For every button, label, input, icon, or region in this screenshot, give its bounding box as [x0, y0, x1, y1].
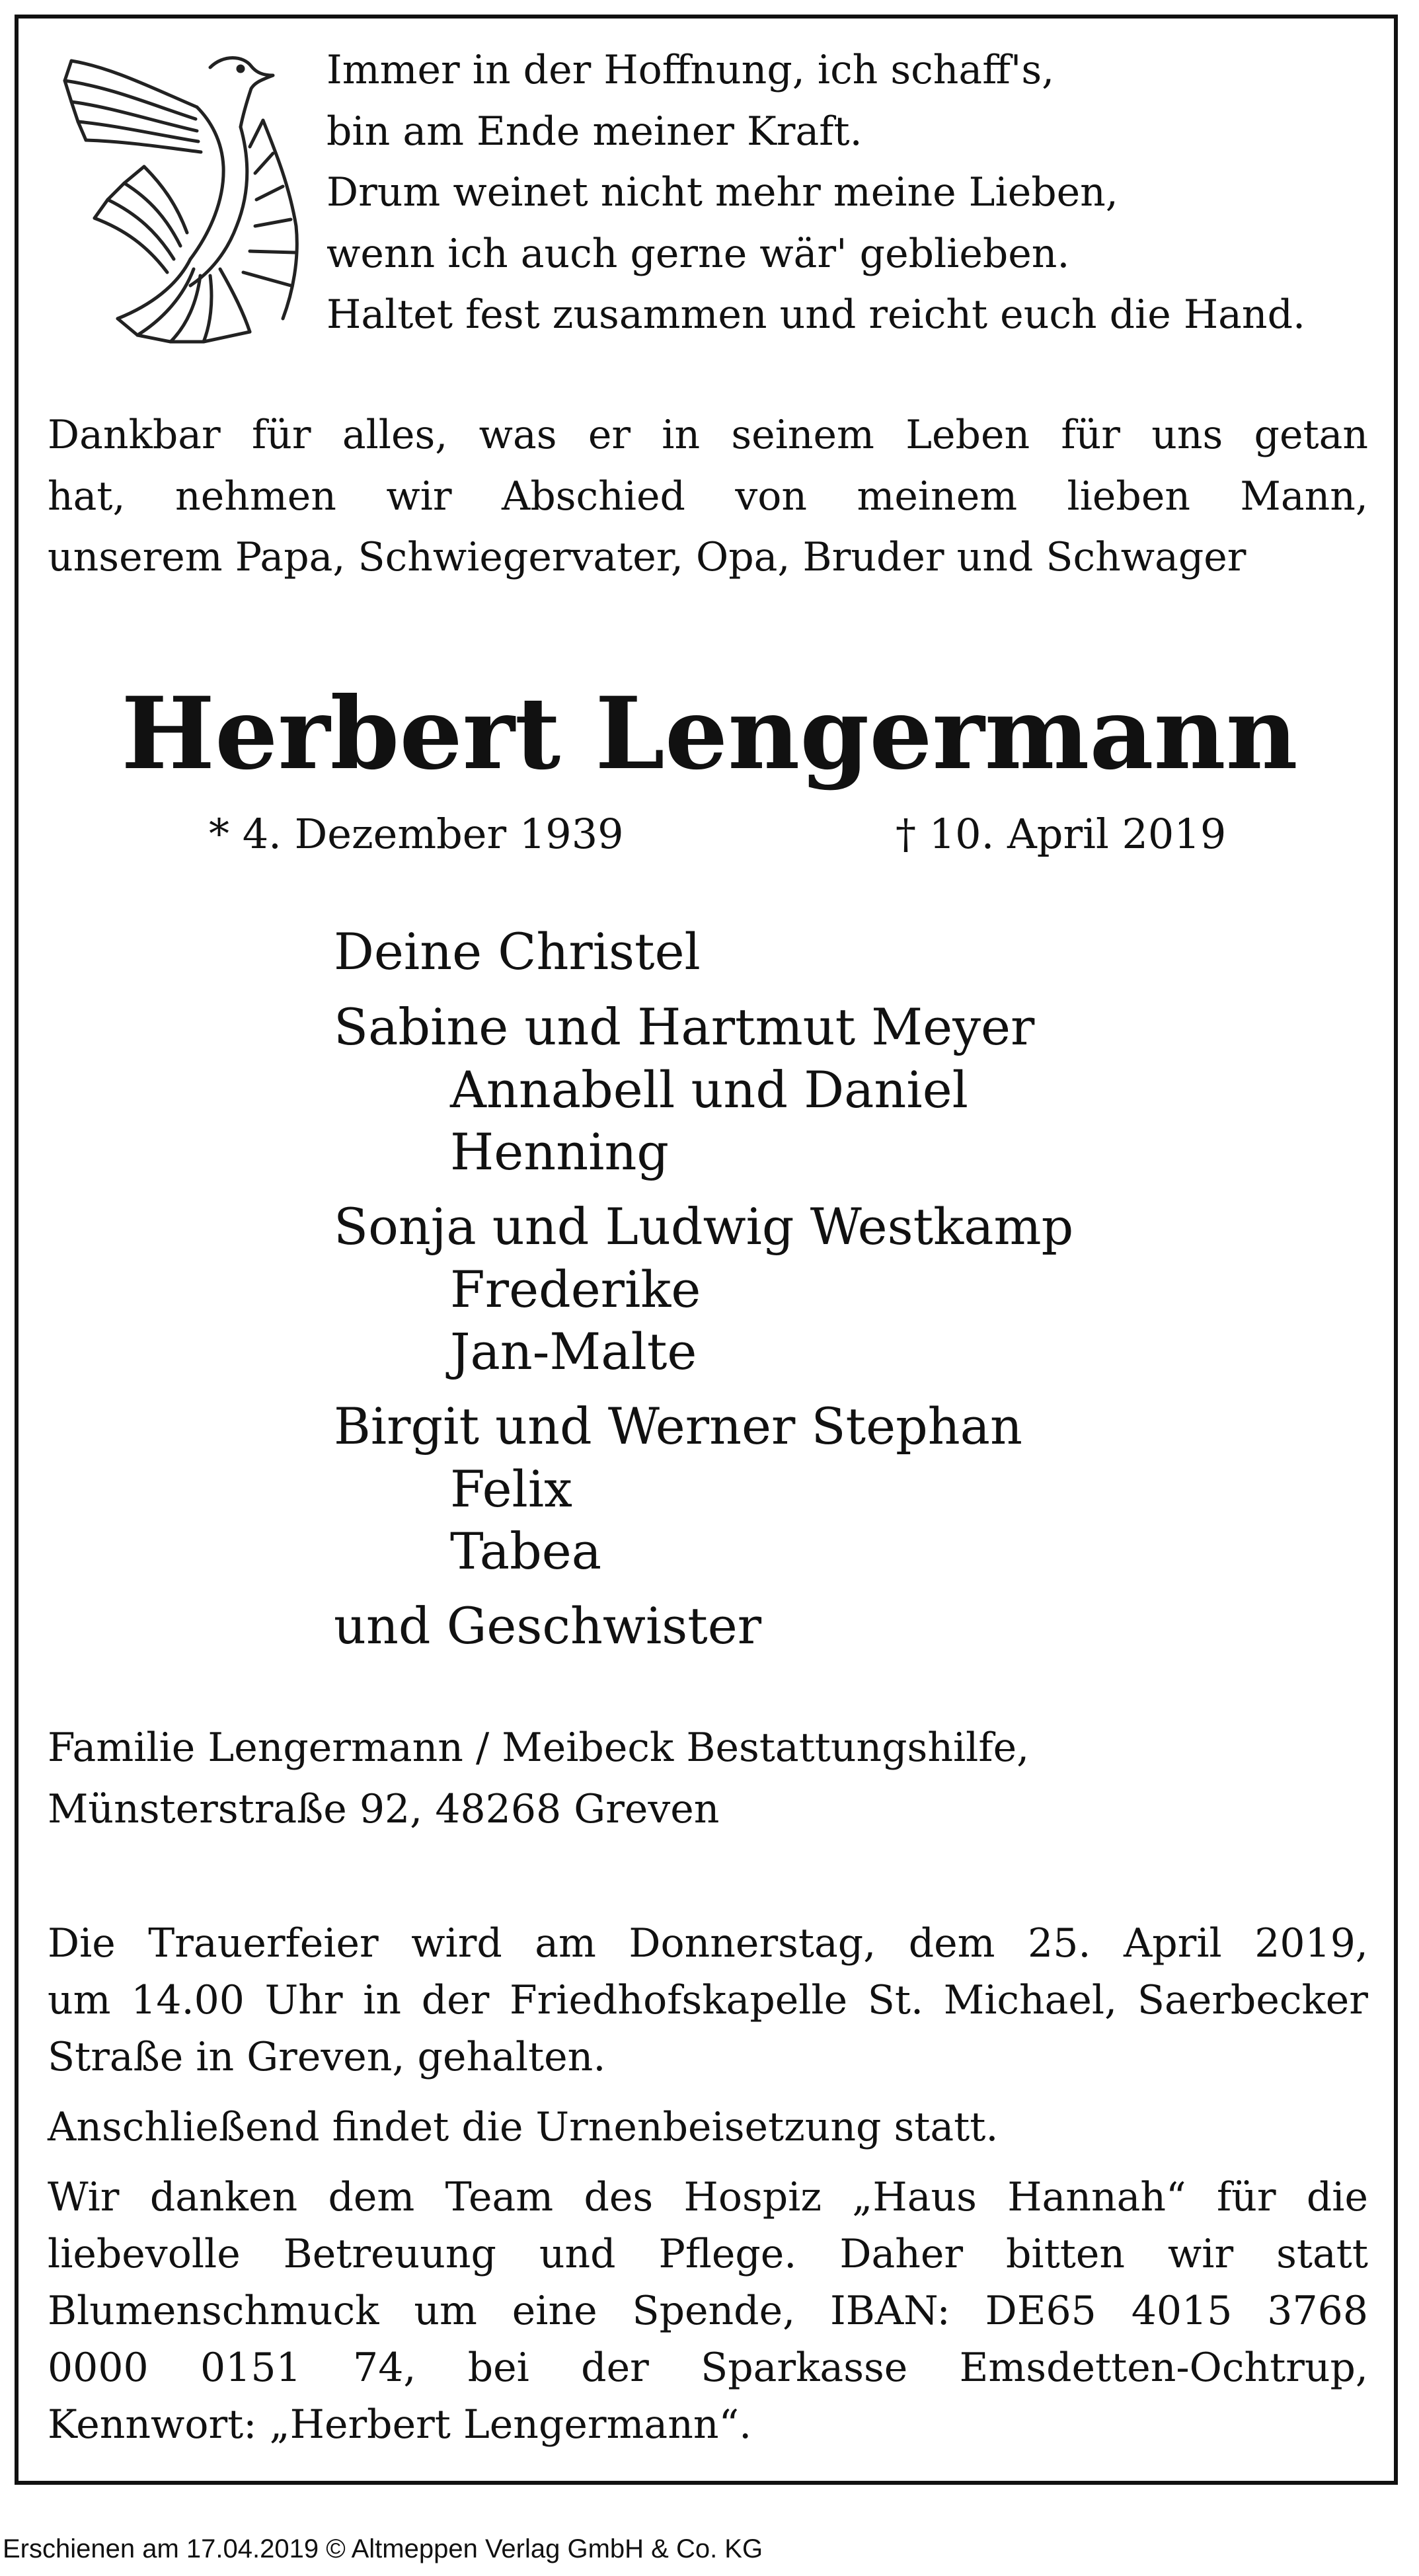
family-group: Birgit und Werner Stephan — [334, 1397, 1022, 1456]
publication-footer: Erschienen am 17.04.2019 © Altmeppen Verlag GmbH & Co. KG — [3, 2534, 763, 2563]
family-child: Felix — [450, 1460, 573, 1518]
thanks-line: 0000 0151 74, bei der Sparkasse Emsdetten-Ochtrup, — [48, 2345, 1368, 2391]
thanks-line: Wir danken dem Team des Hospiz „Haus Hannah“ für die — [48, 2174, 1368, 2220]
urn-burial-note: Anschließend findet die Urnenbeisetzung statt. — [48, 2104, 999, 2150]
family-siblings: und Geschwister — [334, 1596, 762, 1655]
family-group: Sonja und Ludwig Westkamp — [334, 1197, 1074, 1256]
family-child: Frederike — [450, 1260, 701, 1319]
intro-line: hat, nehmen wir Abschied von meinem lieben Mann, — [48, 473, 1368, 520]
address-line: Familie Lengermann / Meibeck Bestattungshilfe, — [48, 1725, 1030, 1771]
deceased-name: Herbert Lengermann — [121, 676, 1298, 792]
poem-line: Haltet fest zusammen und reicht euch die Hand. — [326, 292, 1306, 338]
dove-icon — [45, 41, 316, 345]
funeral-line: Die Trauerfeier wird am Donnerstag, dem 25. April 2019, — [48, 1920, 1368, 1967]
poem — [326, 40, 1371, 346]
family-group: Sabine und Hartmut Meyer — [334, 997, 1035, 1056]
death-date: † 10. April 2019 — [896, 810, 1227, 858]
poem-line: Drum weinet nicht mehr meine Lieben, — [326, 169, 1118, 215]
birth-date: * 4. Dezember 1939 — [209, 810, 624, 858]
intro-text — [48, 405, 1368, 588]
thanks-line: Blumenschmuck um eine Spende, IBAN: DE65 4015 3768 — [48, 2288, 1368, 2334]
family-child: Jan-Malte — [450, 1322, 697, 1381]
address-line: Münsterstraße 92, 48268 Greven — [48, 1785, 720, 1832]
thanks-line: liebevolle Betreuung und Pflege. Daher bitten wir statt — [48, 2231, 1368, 2277]
funeral-info — [48, 1915, 1368, 2453]
family-address — [48, 1717, 1029, 1840]
family-wife: Deine Christel — [334, 922, 701, 981]
family-child: Annabell und Daniel — [450, 1060, 968, 1119]
family-child: Henning — [450, 1122, 670, 1181]
poem-line: wenn ich auch gerne wär' geblieben. — [326, 230, 1070, 277]
family-child: Tabea — [450, 1522, 602, 1581]
funeral-line: Straße in Greven, gehalten. — [48, 2034, 606, 2080]
funeral-line: um 14.00 Uhr in der Friedhofskapelle St. Michael, Saerbecker — [48, 1977, 1368, 2023]
poem-line: Immer in der Hoffnung, ich schaff's, — [326, 47, 1055, 93]
intro-line: unserem Papa, Schwiegervater, Opa, Bruder und Schwager — [48, 534, 1246, 580]
poem-line: bin am Ende meiner Kraft. — [326, 108, 863, 155]
thanks-line: Kennwort: „Herbert Lengermann“. — [48, 2401, 752, 2448]
family-list — [334, 920, 1325, 1658]
intro-line: Dankbar für alles, was er in seinem Leben für uns getan — [48, 412, 1368, 458]
